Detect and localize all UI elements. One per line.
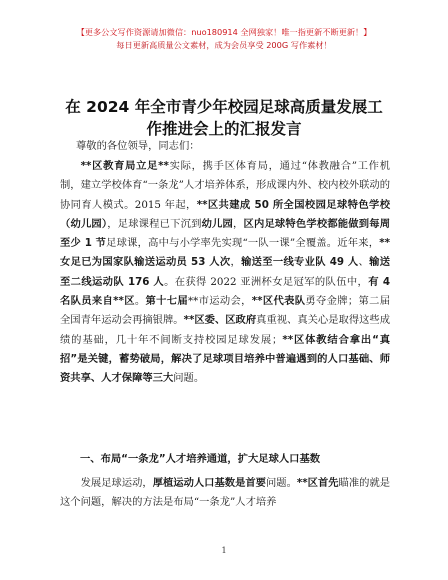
text-run: ，足球课程已下沉到 xyxy=(107,217,202,230)
body-paragraph-2 xyxy=(60,474,390,513)
page-number: 1 xyxy=(221,546,227,555)
text-run: **市运动会， xyxy=(187,295,252,308)
text-run: 问题。 xyxy=(173,372,205,385)
text-run: ， xyxy=(230,256,242,269)
bold-text-run: **区首先 xyxy=(296,477,339,489)
bold-text-run: 区内足球特色学校都能做到每周至少 1 节 xyxy=(60,217,391,250)
text-run: ， xyxy=(233,217,244,230)
text-run: 实际，携手区体育局，通过“体教融合”工作机制，建立学校体育“一条龙”人才培养体系，形成课内外、校内校外联动的协同育人模式。2015 年起， xyxy=(60,160,390,211)
bold-text-run: **区代表队 xyxy=(251,295,306,308)
text-run: 瞄准的就是这个问题，解决的方法是布局“一条龙”人才培养 xyxy=(60,477,391,509)
bold-text-run: 输送至二线运动队 176 人 xyxy=(60,256,391,288)
bold-text-run: 输送至一线专业队 49 人 xyxy=(241,256,359,269)
text-run: 发展足球运动， xyxy=(80,477,153,489)
bold-text-run: **区教育局立足** xyxy=(80,160,169,172)
bold-text-run: **女足已为国家队输送运动员 53 人次 xyxy=(60,237,390,269)
bold-text-run: 有 4 名队员来自**区 xyxy=(60,275,390,308)
document-title: 在 2024 年全市青少年校园足球高质量发展工作推进会上的汇报发言 xyxy=(65,98,383,138)
promo-banner-line-2: 每日更新高质量公文素材，成为会员享受 200G 写作素材！ xyxy=(116,40,332,50)
text-run: 、 xyxy=(358,256,370,269)
bold-text-run: **区委、区政府 xyxy=(183,314,257,327)
text-run: 。在获得 2022 亚洲杯女足冠军的队伍中， xyxy=(164,275,369,288)
text-run: 勇夺金牌；第二届全国青年运动会再摘银牌。 xyxy=(60,295,390,327)
text-run: 真重视、真关心是取得这些成绩的基础，几十年不间断支持校园足球发展； xyxy=(60,314,391,346)
text-run: 问题。 xyxy=(265,477,297,489)
bold-text-run: 幼儿园 xyxy=(201,217,233,230)
body-paragraph-1 xyxy=(60,157,390,389)
bold-text-run: **区体教结合拿出“真招”是关键，蓄势破局，解决了足球项目培养中普遍遇到的人口基础、师资共享、人才保障等三大 xyxy=(60,333,390,385)
text-run: 足球课，高中与小学率先实现“一队一课”全覆盖。近年来， xyxy=(106,237,380,250)
text-run: 。 xyxy=(134,295,146,308)
section-heading-1: 一、布局“一条龙”人才培养通道，扩大足球人口基数 xyxy=(80,453,321,465)
salutation: 尊敬的各位领导，同志们： xyxy=(76,140,200,152)
promo-banner-line-1: 【更多公文写作资源请加微信：nuo180914 全网独家！唯一指更新不断更新！】 xyxy=(76,27,372,37)
bold-text-run: 第十七届 xyxy=(145,295,188,308)
bold-text-run: **区共建成 50 所全国校园足球特色学校（幼儿园） xyxy=(60,198,390,230)
bold-text-run: 厚植运动人口基数是首要 xyxy=(152,477,266,489)
